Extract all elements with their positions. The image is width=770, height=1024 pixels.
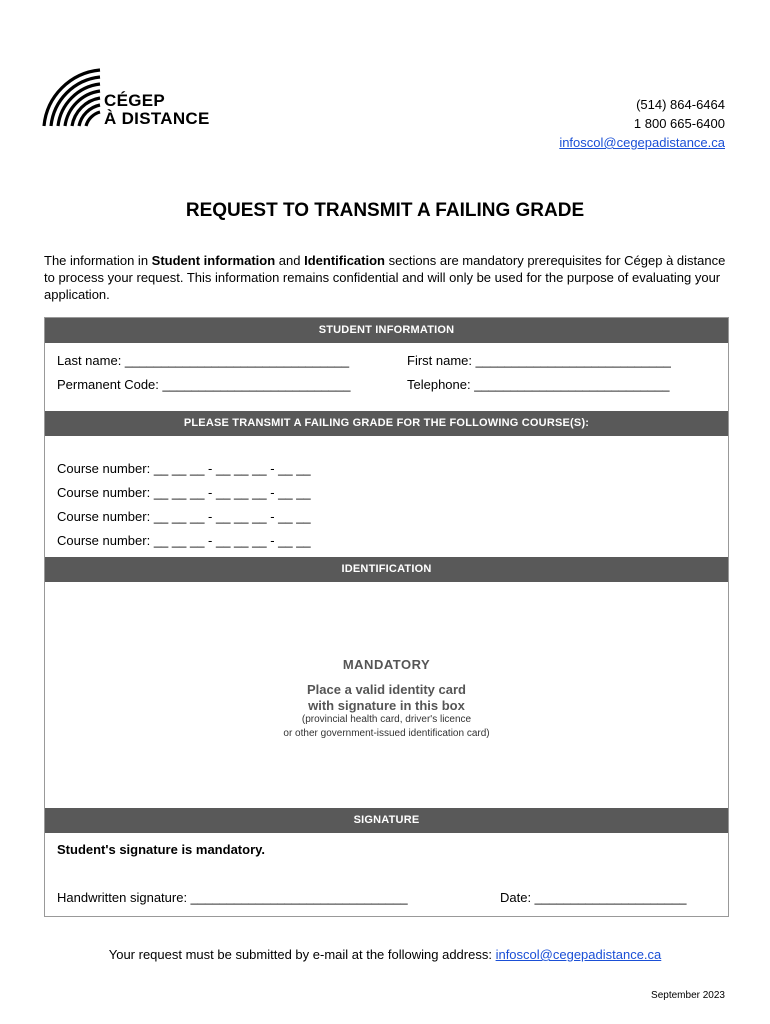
first-name-field[interactable]: First name: ___________________________ bbox=[407, 353, 671, 368]
course-number-field-4[interactable]: Course number: __ __ __ - __ __ __ - __ __ bbox=[57, 533, 311, 548]
intro-paragraph bbox=[44, 252, 734, 303]
footer-text: Your request must be submitted by e-mail at the following address: bbox=[108, 947, 496, 962]
logo-line2: À DISTANCE bbox=[104, 109, 210, 128]
id-instruction-line2: with signature in this box bbox=[308, 698, 465, 713]
telephone-field[interactable]: Telephone: ___________________________ bbox=[407, 377, 670, 392]
id-instruction-line1: Place a valid identity card bbox=[307, 682, 466, 697]
last-name-field[interactable]: Last name: _______________________________ bbox=[57, 353, 350, 368]
id-instruction-line3: (provincial health card, driver's licence bbox=[301, 714, 472, 725]
course-number-field-3[interactable]: Course number: __ __ __ - __ __ __ - __ __ bbox=[57, 509, 311, 524]
request-form bbox=[44, 317, 729, 917]
logo bbox=[42, 60, 222, 130]
mandatory-label: MANDATORY bbox=[342, 657, 431, 672]
date-field[interactable]: Date: _____________________ bbox=[500, 890, 687, 905]
course-number-field-1[interactable]: Course number: __ __ __ - __ __ __ - __ __ bbox=[57, 461, 311, 476]
intro-text: and bbox=[275, 253, 305, 268]
footer-email-link[interactable]: infoscol@cegepadistance.ca bbox=[495, 947, 662, 962]
contact-email-link[interactable]: infoscol@cegepadistance.ca bbox=[559, 135, 725, 150]
footer-note bbox=[0, 947, 770, 962]
logo-arcs-icon bbox=[42, 60, 102, 130]
signature-heading: SIGNATURE bbox=[45, 808, 728, 833]
permanent-code-field[interactable]: Permanent Code: __________________________ bbox=[57, 377, 351, 392]
courses-heading: PLEASE TRANSMIT A FAILING GRADE FOR THE FOLLOWING COURSE(S): bbox=[45, 411, 728, 436]
intro-text: sections are mandatory prerequisites for Cégep à distance to process your request. This information remains confidential and will only be used for the purpose of evaluating your application. bbox=[44, 253, 726, 302]
page-title: REQUEST TO TRANSMIT A FAILING GRADE bbox=[185, 200, 585, 221]
course-number-field-2[interactable]: Course number: __ __ __ - __ __ __ - __ __ bbox=[57, 485, 311, 500]
intro-bold-student-info: Student information bbox=[151, 253, 276, 268]
logo-text bbox=[104, 92, 210, 128]
student-info-heading: STUDENT INFORMATION bbox=[45, 318, 728, 343]
phone: (514) 864-6464 bbox=[636, 97, 725, 112]
tollfree-phone: 1 800 665-6400 bbox=[633, 116, 725, 131]
logo-line1: CÉGEP bbox=[104, 91, 166, 110]
intro-bold-identification: Identification bbox=[304, 253, 385, 268]
intro-text: The information in bbox=[44, 253, 152, 268]
id-instruction-line4: or other government-issued identification card) bbox=[283, 728, 490, 739]
document-date: September 2023 bbox=[651, 990, 725, 1001]
signature-mandatory-note: Student's signature is mandatory. bbox=[57, 842, 265, 857]
identification-heading: IDENTIFICATION bbox=[45, 557, 728, 582]
handwritten-signature-field[interactable]: Handwritten signature: ______________________________ bbox=[57, 890, 408, 905]
contact-block bbox=[559, 95, 725, 152]
